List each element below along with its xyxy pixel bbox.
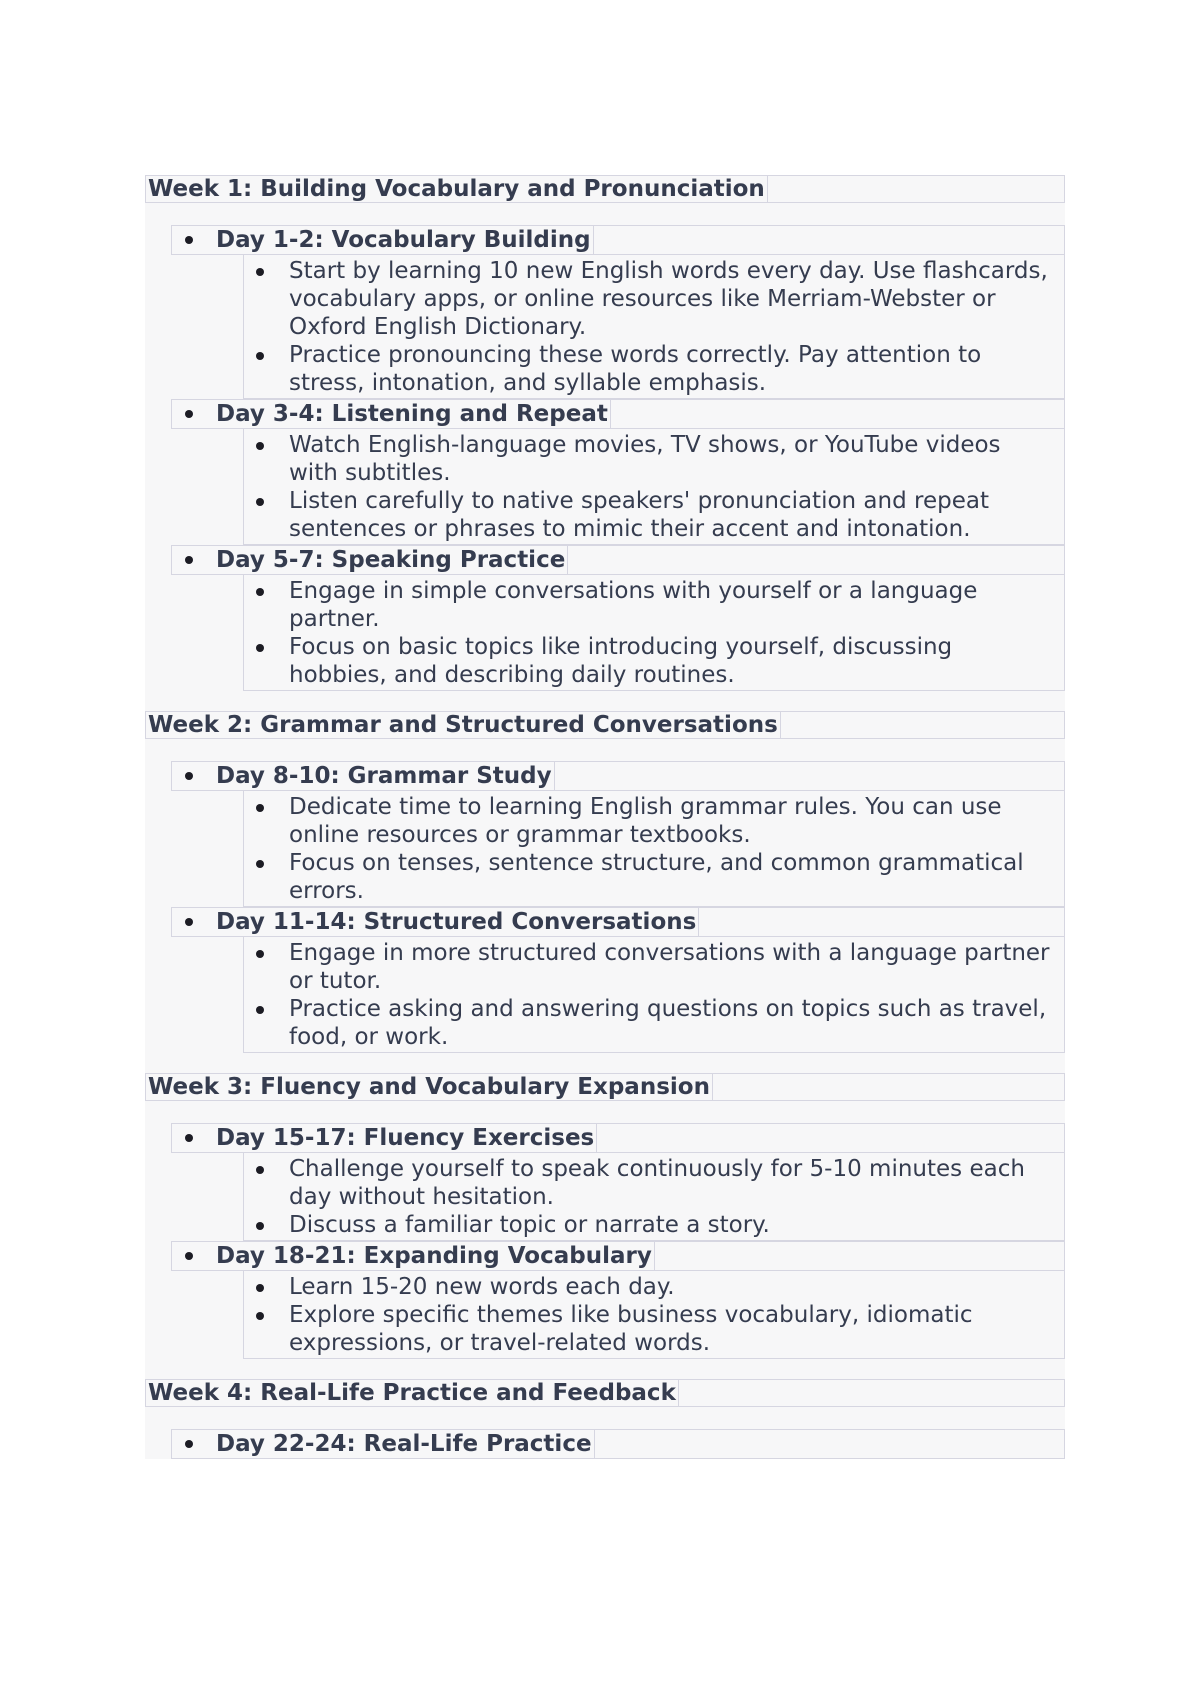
day-heading-row [171,907,1065,937]
bullet-icon [256,644,264,652]
task-list-item [244,1301,1052,1357]
bullet-icon [185,1440,193,1448]
bullet-icon [256,1222,264,1230]
study-plan-document [145,175,1065,1459]
task-list [243,255,1065,399]
week-heading: Week 2: Grammar and Structured Conversations [148,712,781,738]
day-heading: Day 1-2: Vocabulary Building [216,226,594,254]
day-heading: Day 5-7: Speaking Practice [216,546,568,574]
task-list-item [244,257,1052,341]
day-list [171,1123,1065,1359]
task-text: Explore specific themes like business vocabulary, idiomatic expressions, or travel-related words. [289,1302,973,1356]
day-heading: Day 8-10: Grammar Study [216,762,555,790]
week-heading-row [145,711,1065,739]
day-heading-row [171,225,1065,255]
day-heading-row [171,1429,1065,1459]
week-section [145,175,1065,711]
day-heading-row [171,761,1065,791]
task-list [243,1271,1065,1359]
bullet-icon [256,352,264,360]
task-list [243,575,1065,691]
task-text: Learn 15-20 new words each day. [289,1274,675,1300]
task-text: Start by learning 10 new English words every day. Use flashcards, vocabulary apps, or online resources like Merriam-Webster or Oxford English Dictionary. [289,258,1048,340]
bullet-icon [256,1006,264,1014]
day-heading-row [171,399,1065,429]
task-text: Focus on tenses, sentence structure, and common grammatical errors. [289,850,1024,904]
bullet-icon [256,1166,264,1174]
day-list [171,1429,1065,1459]
bullet-icon [185,1252,193,1260]
bullet-icon [256,804,264,812]
day-heading-row [171,1241,1065,1271]
week-heading-row [145,1073,1065,1101]
task-list-item [244,939,1052,995]
task-text: Watch English-language movies, TV shows, or YouTube videos with subtitles. [289,432,1001,486]
task-text: Engage in simple conversations with yourself or a language partner. [289,578,978,632]
bullet-icon [256,860,264,868]
day-heading-row [171,1123,1065,1153]
bullet-icon [185,918,193,926]
week-section [145,711,1065,1073]
bullet-icon [185,556,193,564]
task-list-item [244,341,1052,397]
task-text: Challenge yourself to speak continuously for 5-10 minutes each day without hesitation. [289,1156,1025,1210]
bullet-icon [256,498,264,506]
day-heading: Day 3-4: Listening and Repeat [216,400,611,428]
bullet-icon [256,268,264,276]
task-text: Focus on basic topics like introducing yourself, discussing hobbies, and describing daily routines. [289,634,953,688]
task-list-item [244,793,1052,849]
bullet-icon [256,588,264,596]
week-heading: Week 1: Building Vocabulary and Pronunciation [148,176,768,202]
task-list [243,429,1065,545]
bullet-icon [256,1284,264,1292]
bullet-icon [185,236,193,244]
task-list-item [244,487,1052,543]
task-text: Engage in more structured conversations with a language partner or tutor. [289,940,1050,994]
bullet-icon [256,1312,264,1320]
week-section [145,1073,1065,1379]
task-list-item [244,995,1052,1051]
week-heading-row [145,1379,1065,1407]
task-list-item [244,577,1052,633]
week-heading: Week 4: Real-Life Practice and Feedback [148,1380,679,1406]
week-heading-row [145,175,1065,203]
bullet-icon [185,1134,193,1142]
day-list [171,761,1065,1053]
task-list-item [244,1155,1052,1211]
task-list-item [244,431,1052,487]
task-text: Practice asking and answering questions on topics such as travel, food, or work. [289,996,1047,1050]
task-text: Practice pronouncing these words correctly. Pay attention to stress, intonation, and syllable emphasis. [289,342,982,396]
task-list-item [244,1273,1052,1301]
bullet-icon [185,772,193,780]
week-heading: Week 3: Fluency and Vocabulary Expansion [148,1074,713,1100]
task-text: Discuss a familiar topic or narrate a story. [289,1212,770,1238]
bullet-icon [256,442,264,450]
task-list-item [244,849,1052,905]
task-list [243,791,1065,907]
day-list [171,225,1065,691]
task-list [243,1153,1065,1241]
day-heading: Day 22-24: Real-Life Practice [216,1430,595,1458]
day-heading: Day 15-17: Fluency Exercises [216,1124,597,1152]
task-list-item [244,1211,1052,1239]
bullet-icon [256,950,264,958]
day-heading-row [171,545,1065,575]
task-list [243,937,1065,1053]
task-text: Listen carefully to native speakers' pronunciation and repeat sentences or phrases to mimic their accent and intonation. [289,488,989,542]
day-heading: Day 11-14: Structured Conversations [216,908,699,936]
task-text: Dedicate time to learning English grammar rules. You can use online resources or grammar textbooks. [289,794,1002,848]
day-heading: Day 18-21: Expanding Vocabulary [216,1242,655,1270]
bullet-icon [185,410,193,418]
week-section [145,1379,1065,1459]
task-list-item [244,633,1052,689]
